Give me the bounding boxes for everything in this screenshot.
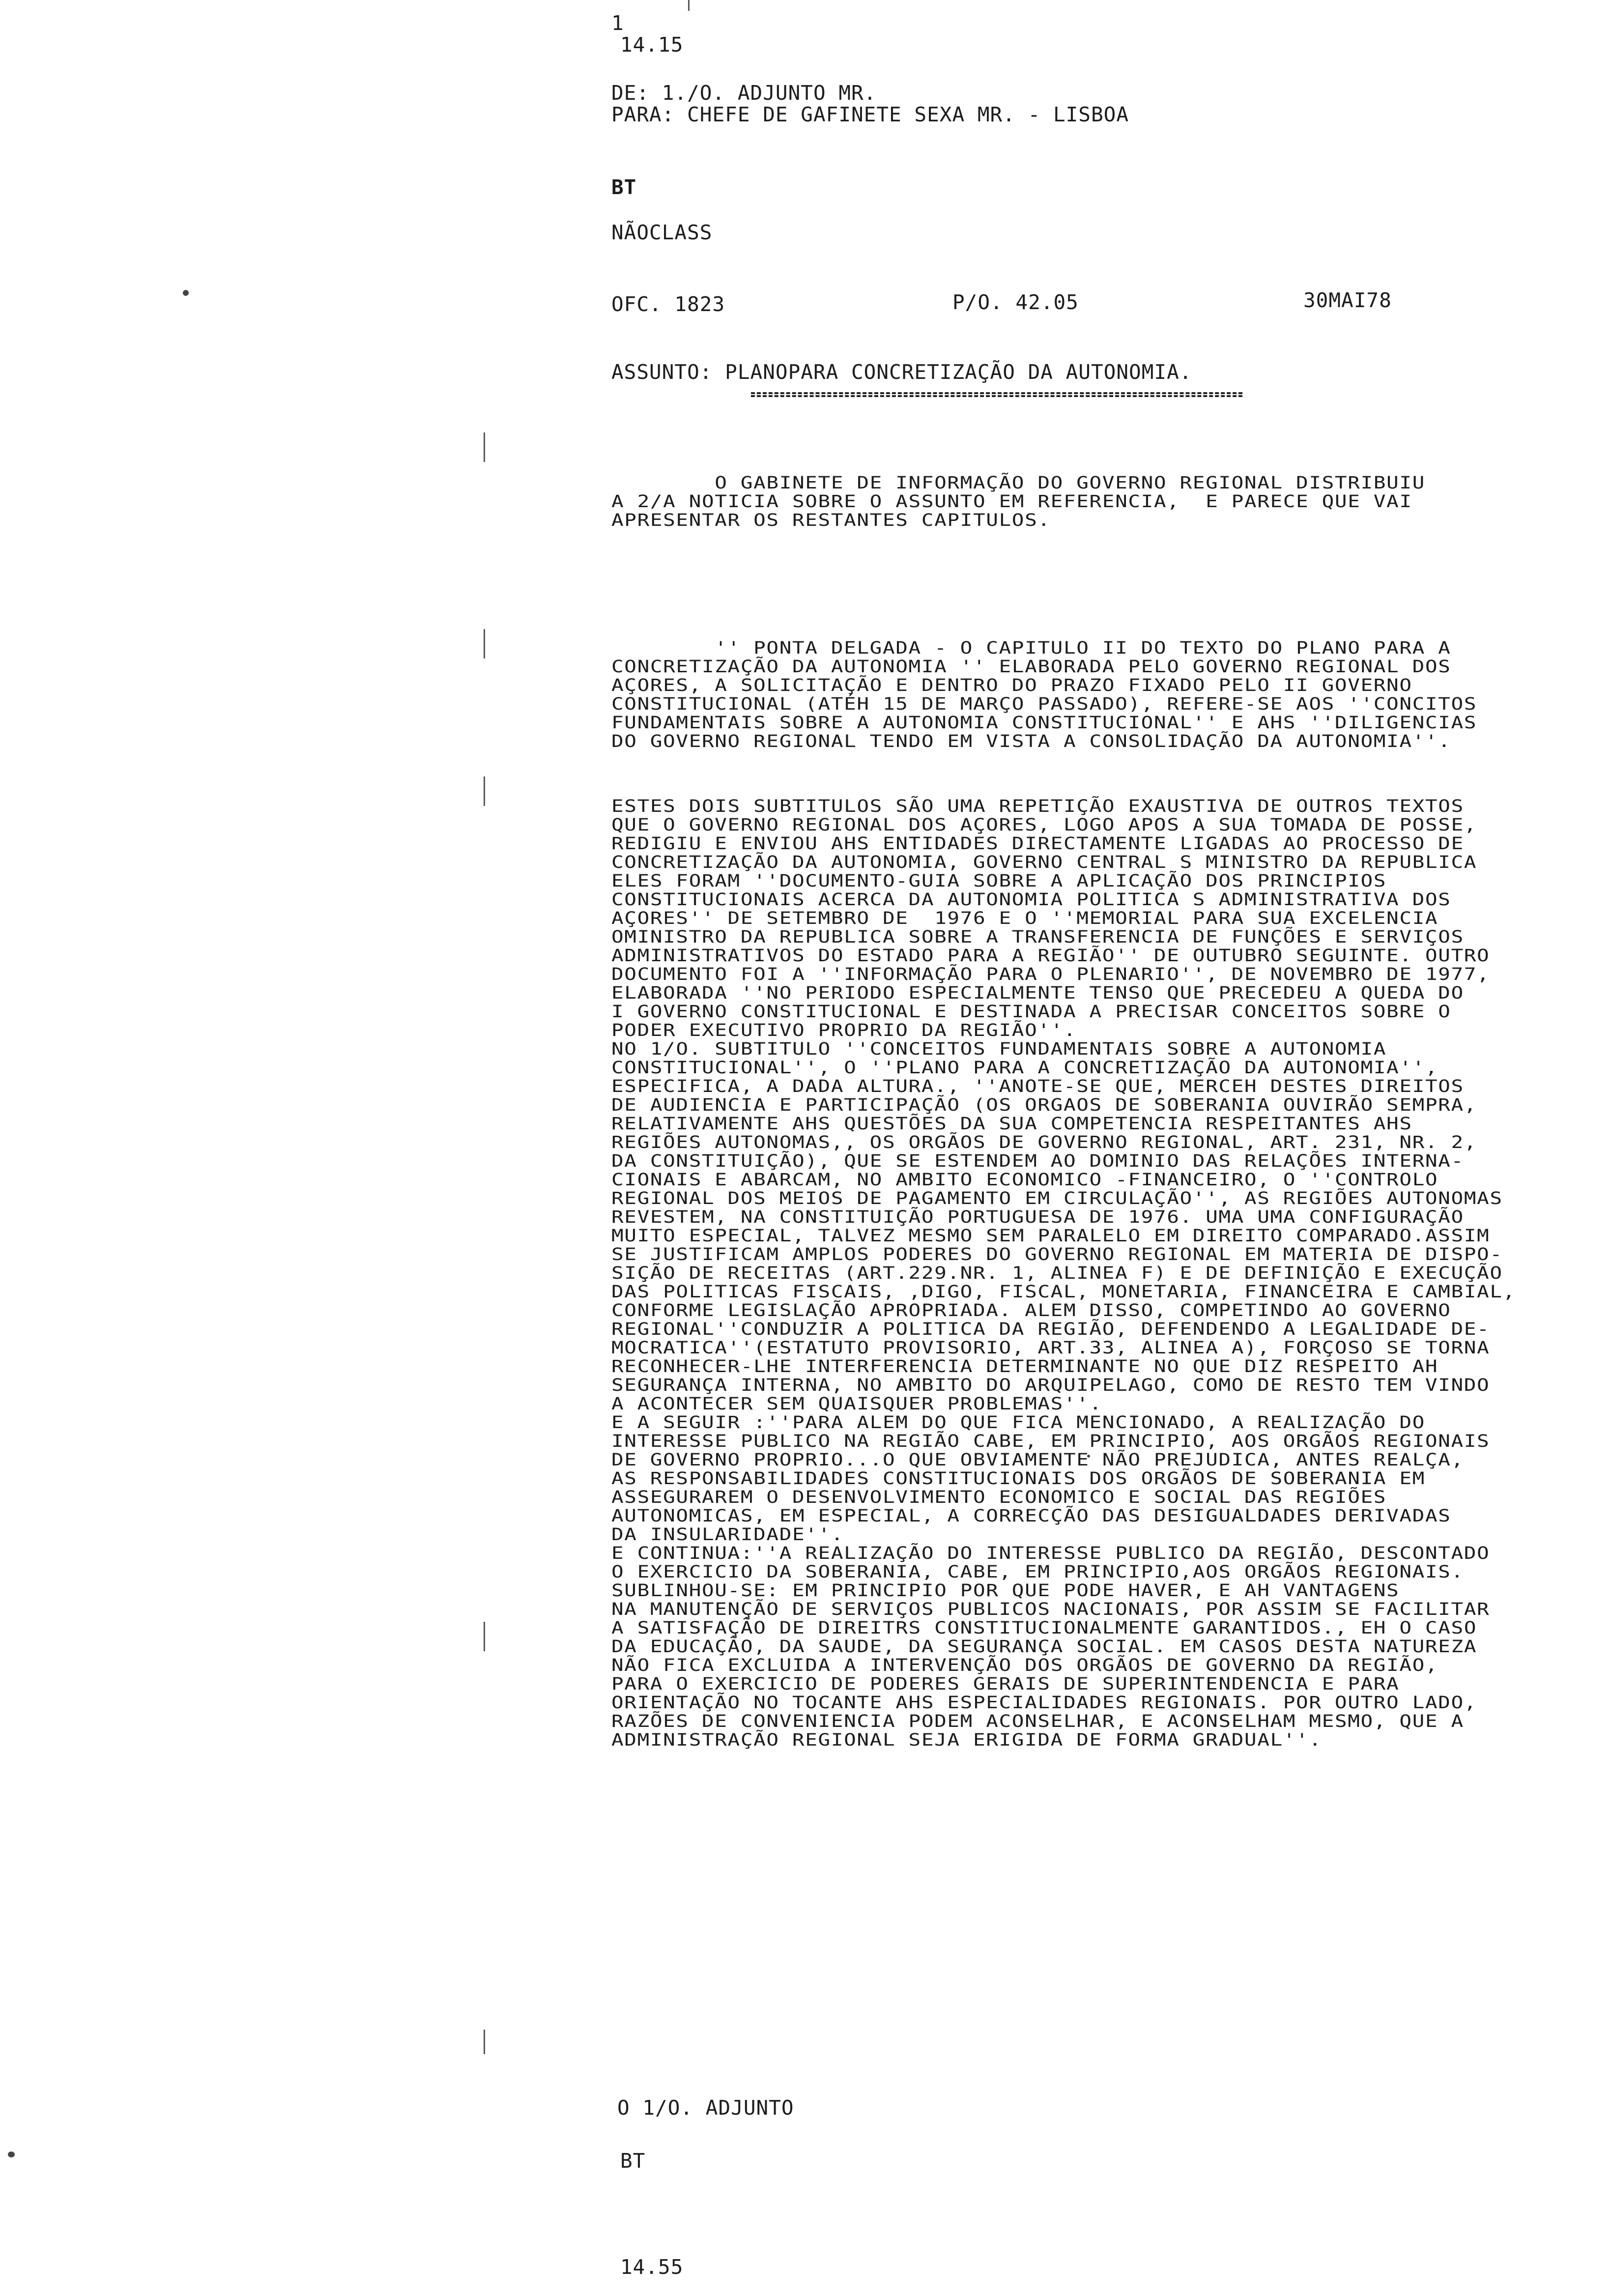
footer-code: BT — [620, 2149, 646, 2173]
time-end: 14.55 — [620, 2255, 684, 2279]
body-line: RELATIVAMENTE AHS QUESTÕES DA SUA COMPETENCIA RESPEITANTES AHS — [611, 1113, 1412, 1134]
speck — [183, 290, 189, 296]
body-line: DA EDUCAÇÃO, DA SAUDE, DA SEGURANÇA SOCIAL. EM CASOS DESTA NATUREZA — [611, 1636, 1477, 1657]
office-reference: OFC. 1823 — [611, 292, 725, 316]
signature-line: O 1/O. ADJUNTO — [617, 2096, 794, 2120]
body-line: PARA O EXERCICIO DE PODERES GERAIS DE SUPERINTENDENCIA E PARA — [611, 1673, 1400, 1694]
body-line: A SATISFAÇÃO DE DIREITRS CONSTITUCIONALMENTE GARANTIDOS., EH O CASO — [611, 1617, 1477, 1638]
body-line: AÇORES, A SOLICITAÇÃO E DENTRO DO PRAZO FIXADO PELO II GOVERNO — [611, 675, 1412, 695]
body-line: INTERESSE PUBLICO NA REGIÃO CABE, EM PRINCIPIO, AOS ORGÃOS REGIONAIS — [611, 1431, 1490, 1451]
body-line: AUTONOMICAS, EM ESPECIAL, A CORRECÇÃO DAS DESIGUALDADES DERIVADAS — [611, 1505, 1451, 1526]
body-line: AS RESPONSABILIDADES CONSTITUCIONAIS DOS ORGÃOS DE SOBERANIA EM — [611, 1468, 1425, 1489]
subject-line: ASSUNTO: PLANOPARA CONCRETIZAÇÃO DA AUTONOMIA. — [611, 360, 1192, 384]
body-line: REDIGIU E ENVIOU AHS ENTIDADES DIRECTAMENTE LIGADAS AO PROCESSO DE — [611, 833, 1464, 854]
scan-mark-left-3 — [484, 776, 485, 806]
body-line: O EXERCICIO DA SOBERANIA, CABE, EM PRINCIPIO,AOS ORGÃOS REGIONAIS. — [611, 1561, 1464, 1582]
scan-mark-left-1 — [484, 432, 485, 462]
body-line: ESTES DOIS SUBTITULOS SÃO UMA REPETIÇÃO EXAUSTIVA DE OUTROS TEXTOS — [611, 796, 1464, 816]
scan-mark-left-5 — [484, 2030, 485, 2054]
intro-line: A 2/A NOTICIA SOBRE O ASSUNTO EM REFERENCIA, E PARECE QUE VAI — [611, 491, 1412, 512]
body-line: DOCUMENTO FOI A ''INFORMAÇÃO PARA O PLENARIO'', DE NOVEMBRO DE 1977, — [611, 964, 1490, 984]
process-reference: P/O. 42.05 — [952, 290, 1079, 314]
intro-line: O GABINETE DE INFORMAÇÃO DO GOVERNO REGIONAL DISTRIBUIU — [611, 472, 1425, 493]
body-line: I GOVERNO CONSTITUCIONAL E DESTINADA A PRECISAR CONCEITOS SOBRE O — [611, 1001, 1451, 1022]
body-line: ASSEGURAREM O DESENVOLVIMENTO ECONOMICO E SOCIAL DAS REGIÕES — [611, 1487, 1387, 1507]
body-line: DA INSULARIDADE''. — [611, 1524, 844, 1545]
body-line: DAS POLITICAS FISCAIS, ,DIGO, FISCAL, MONETARIA, FINANCEIRA E CAMBIAL, — [611, 1281, 1516, 1302]
body-line: A ACONTECER SEM QUAISQUER PROBLEMAS''. — [611, 1393, 1102, 1414]
body-line: REGIÕES AUTONOMAS,, OS ORGÃOS DE GOVERNO REGIONAL, ART. 231, NR. 2, — [611, 1132, 1477, 1152]
body-line: CIONAIS E ABARCAM, NO AMBITO ECONOMICO -FINANCEIRO, O ''CONTROLO — [611, 1169, 1439, 1190]
body-line: PODER EXECUTIVO PROPRIO DA REGIÃO''. — [611, 1020, 1077, 1040]
body-line: MOCRATICA''(ESTATUTO PROVISORIO, ART.33, ALINEA A), FORÇOSO SE TORNA — [611, 1337, 1490, 1358]
body-line: SE JUSTIFICAM AMPLOS PODERES DO GOVERNO REGIONAL EM MATERIA DE DISPO- — [611, 1244, 1503, 1264]
body-line: CONSTITUCIONAIS ACERCA DA AUTONOMIA POLITICA S ADMINISTRATIVA DOS — [611, 889, 1451, 910]
scan-mark-top — [688, 0, 690, 11]
body-line: SIÇÃO DE RECEITAS (ART.229.NR. 1, ALINEA F) E DE DEFINIÇÃO E EXECUÇÃO — [611, 1263, 1503, 1283]
body-line: REVESTEM, NA CONSTITUIÇÃO PORTUGUESA DE 1976. UMA UMA CONFIGURAÇÃO — [611, 1206, 1464, 1227]
body-line: CONCRETIZAÇÃO DA AUTONOMIA '' ELABORADA PELO GOVERNO REGIONAL DOS — [611, 656, 1451, 677]
body-line: DA CONSTITUIÇÃO), QUE SE ESTENDEM AO DOMINIO DAS RELAÇÕES INTERNA- — [611, 1150, 1464, 1171]
body-line: E CONTINUA:''A REALIZAÇÃO DO INTERESSE PUBLICO DA REGIÃO, DESCONTADO — [611, 1543, 1490, 1563]
body-line: CONCRETIZAÇÃO DA AUTONOMIA, GOVERNO CENTRAL S MINISTRO DA REPUBLICA — [611, 852, 1477, 872]
code-line: BT — [611, 175, 637, 199]
time-start: 14.15 — [620, 33, 684, 57]
body-line: ORIENTAÇÃO NO TOCANTE AHS ESPECIALIDADES REGIONAIS. POR OUTRO LADO, — [611, 1692, 1477, 1713]
body-line: SUBLINHOU-SE: EM PRINCIPIO POR QUE PODE HAVER, E AH VANTAGENS — [611, 1580, 1400, 1601]
speck — [8, 2152, 15, 2157]
body-line: RECONHECER-LHE INTERFERENCIA DETERMINANTE NO QUE DIZ RESPEITO AH — [611, 1356, 1439, 1377]
body-line: ADMINISTRAÇÃO REGIONAL SEJA ERIGIDA DE FORMA GRADUAL''. — [611, 1729, 1322, 1750]
body-line: NÃO FICA EXCLUIDA A INTERVENÇÃO DOS ORGÃOS DE GOVERNO DA REGIÃO, — [611, 1655, 1439, 1675]
body-line: ESPECIFICA, A DADA ALTURA., ''ANOTE-SE QUE, MERCEH DESTES DIREITOS — [611, 1076, 1464, 1096]
from-line: DE: 1./O. ADJUNTO MR. — [611, 81, 877, 105]
classification: NÃOCLASS — [611, 221, 713, 244]
body-line: RAZÕES DE CONVENIENCIA PODEM ACONSELHAR, E ACONSELHAM MESMO, QUE A — [611, 1711, 1464, 1731]
intro-line: APRESENTAR OS RESTANTES CAPITULOS. — [611, 510, 1051, 530]
body-line: REGIONAL''CONDUZIR A POLITICA DA REGIÃO, DEFENDENDO A LEGALIDADE DE- — [611, 1319, 1490, 1339]
body-line: ELABORADA ''NO PERIODO ESPECIALMENTE TENSO QUE PRECEDEU A QUEDA DO — [611, 982, 1464, 1003]
body-line: SEGURANÇA INTERNA, NO AMBITO DO ARQUIPELAGO, COMO DE RESTO TEM VINDO — [611, 1375, 1490, 1395]
body-line: CONSTITUCIONAL'', O ''PLANO PARA A CONCRETIZAÇÃO DA AUTONOMIA'', — [611, 1057, 1439, 1078]
page-number: 1 — [611, 11, 624, 35]
body-line: CONSTITUCIONAL (ATÉH 15 DE MARÇO PASSADO), REFERE-SE AOS ''CONCITOS — [611, 693, 1477, 714]
body-line: DO GOVERNO REGIONAL TENDO EM VISTA A CONSOLIDAÇÃO DA AUTONOMIA''. — [611, 731, 1451, 751]
body-line: MUITO ESPECIAL, TALVEZ MESMO SEM PARALELO EM DIREITO COMPARADO.ASSIM — [611, 1225, 1490, 1246]
body-line: NA MANUTENÇÃO DE SERVIÇOS PUBLICOS NACIONAIS, POR ASSIM SE FACILITAR — [611, 1599, 1490, 1619]
body-line: DE GOVERNO PROPRIO...O QUE OBVIAMENTE NÃO PREJUDICA, ANTES REALÇA, — [611, 1449, 1464, 1470]
body-line: QUE O GOVERNO REGIONAL DOS AÇORES, LOGO APOS A SUA TOMADA DE POSSE, — [611, 814, 1477, 835]
body-line: FUNDAMENTAIS SOBRE A AUTONOMIA CONSTITUCIONAL'' E AHS ''DILIGENCIAS — [611, 712, 1477, 733]
body-line: DE AUDIENCIA E PARTICIPAÇÃO (OS ORGAOS DE SOBERANIA OUVIRÃO SEMPRA, — [611, 1094, 1477, 1115]
subject-underline — [751, 392, 1242, 397]
body-line: OMINISTRO DA REPUBLICA SOBRE A TRANSFERENCIA DE FUNÇÕES E SERVIÇOS — [611, 926, 1464, 947]
body-line: CONFORME LEGISLAÇÃO APROPRIADA. ALEM DISSO, COMPETINDO AO GOVERNO — [611, 1300, 1451, 1320]
scan-mark-left-2 — [484, 629, 485, 659]
body-line: REGIONAL DOS MEIOS DE PAGAMENTO EM CIRCULAÇÃO'', AS REGIÕES AUTONOMAS — [611, 1188, 1503, 1208]
body-line: E A SEGUIR :''PARA ALEM DO QUE FICA MENCIONADO, A REALIZAÇÃO DO — [611, 1412, 1425, 1433]
body-line: NO 1/O. SUBTITULO ''CONCEITOS FUNDAMENTAIS SOBRE A AUTONOMIA — [611, 1038, 1387, 1059]
body-line: '' PONTA DELGADA - O CAPITULO II DO TEXTO DO PLANO PARA A — [611, 637, 1451, 658]
scan-mark-left-4 — [484, 1622, 485, 1651]
body-line: AÇORES'' DE SETEMBRO DE 1976 E O ''MEMORIAL PARA SUA EXCELENCIA — [611, 908, 1439, 928]
to-line: PARA: CHEFE DE GAFINETE SEXA MR. - LISBOA — [611, 103, 1129, 126]
body-line: ELES FORAM ''DOCUMENTO-GUIA SOBRE A APLICAÇÃO DOS PRINCIPIOS — [611, 870, 1387, 891]
body-line: ADMINISTRATIVOS DO ESTADO PARA A REGIÃO'' DE OUTUBRO SEGUINTE. OUTRO — [611, 945, 1490, 966]
document-date: 30MAI78 — [1303, 288, 1392, 312]
